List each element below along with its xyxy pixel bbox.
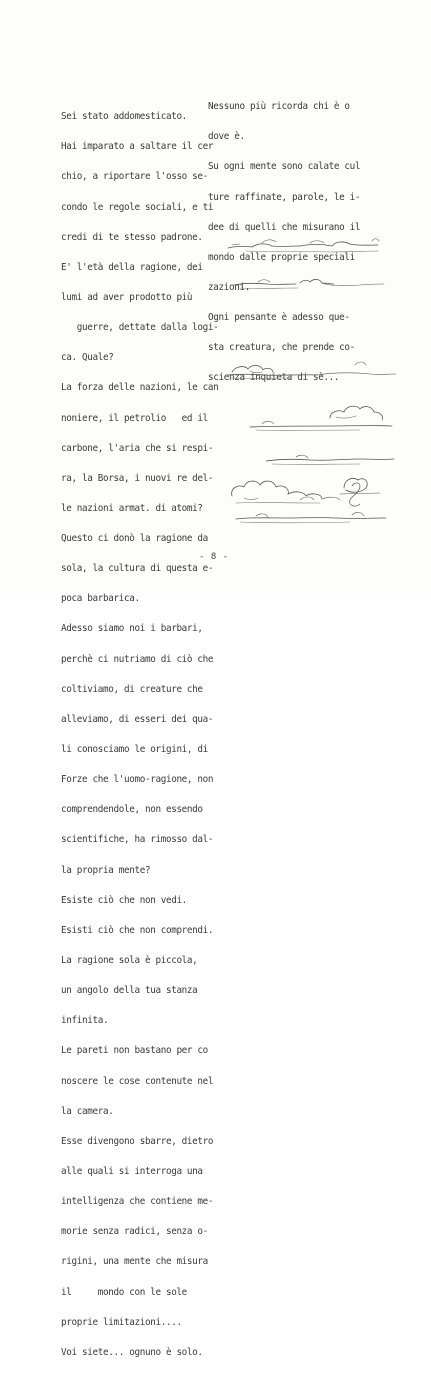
text-line: La forza delle nazioni, le can bbox=[61, 382, 219, 394]
cloud-horizon-sketch-6 bbox=[232, 478, 380, 506]
cloud-sketches-illustration bbox=[0, 0, 431, 600]
text-line: guerre, dettate dalla logi- bbox=[61, 322, 219, 334]
text-line: le nazioni armat. di atomi? bbox=[61, 502, 203, 514]
page-number: - 8 - bbox=[199, 552, 229, 562]
text-line: ca. Quale? bbox=[61, 352, 114, 364]
text-line: la camera. bbox=[61, 1105, 114, 1117]
text-line: Nessuno più ricorda chi è o bbox=[208, 101, 350, 113]
text-line: mondo dalle proprie speciali bbox=[208, 251, 355, 263]
text-line: sola, la cultura di questa e- bbox=[61, 563, 214, 575]
text-line: Esisti ciò che non comprendi. bbox=[61, 924, 214, 936]
text-line: rigini, una mente che misura bbox=[61, 1256, 208, 1268]
text-line: la propria mente? bbox=[61, 864, 151, 876]
text-line: Esiste ciò che non vedi. bbox=[61, 894, 187, 906]
text-line: coltiviamo, di creature che bbox=[61, 683, 203, 695]
text-line: lumi ad aver prodotto più bbox=[61, 291, 193, 303]
text-line: carbone, l'aria che si respi- bbox=[61, 442, 214, 454]
text-line: morie senza radici, senza o- bbox=[61, 1226, 208, 1238]
text-line: scientifiche, ha rimosso dal- bbox=[61, 834, 214, 846]
text-line: chio, a riportare l'osso se- bbox=[61, 171, 208, 183]
cloud-horizon-sketch-2 bbox=[234, 279, 384, 288]
text-line: alle quali si interroga una bbox=[61, 1166, 203, 1178]
text-line: Adesso siamo noi i barbari, bbox=[61, 623, 203, 635]
text-line: E' l'età della ragione, dei bbox=[61, 261, 203, 273]
cloud-horizon-sketch-7 bbox=[236, 512, 386, 522]
text-line: Hai imparato a saltare il cer bbox=[61, 141, 214, 153]
text-line: poca barbarica. bbox=[61, 593, 140, 605]
text-line: Forze che l'uomo-ragione, non bbox=[61, 774, 214, 786]
text-line: un angolo della tua stanza bbox=[61, 985, 198, 997]
text-line: sta creatura, che prende co- bbox=[208, 342, 355, 354]
text-line: dee di quelli che misurano il bbox=[208, 221, 361, 233]
text-line: Ogni pensante è adesso que- bbox=[208, 312, 350, 324]
text-line: Questo ci donò la ragione da bbox=[61, 533, 208, 545]
text-line: alleviamo, di esseri dei qua- bbox=[61, 713, 214, 725]
cloud-horizon-sketch-1 bbox=[228, 239, 379, 252]
text-line: proprie limitazioni.... bbox=[61, 1316, 182, 1328]
text-line: condo le regole sociali, e ti bbox=[61, 201, 214, 213]
text-line: Voi siete... ognuno è solo. bbox=[61, 1346, 203, 1358]
text-line: Sei stato addomesticato. bbox=[61, 111, 187, 123]
text-line: credi di te stesso padrone. bbox=[61, 231, 203, 243]
text-line: li conosciamo le origini, di bbox=[61, 744, 208, 756]
text-line: intelligenza che contiene me- bbox=[61, 1196, 214, 1208]
text-line: zazioni. bbox=[208, 281, 250, 293]
text-line: Le pareti non bastano per co bbox=[61, 1045, 208, 1057]
text-line: La ragione sola è piccola, bbox=[61, 955, 198, 967]
text-line: ture raffinate, parole, le i- bbox=[208, 191, 361, 203]
cloud-horizon-sketch-4 bbox=[250, 406, 392, 430]
text-line: infinita. bbox=[61, 1015, 109, 1027]
text-line: Esse divengono sbarre, dietro bbox=[61, 1135, 214, 1147]
text-line: il mondo con le sole bbox=[61, 1286, 187, 1298]
text-line: noscere le cose contenute nel bbox=[61, 1075, 214, 1087]
text-line: comprendendole, non essendo bbox=[61, 804, 203, 816]
text-line: dove è. bbox=[208, 131, 245, 143]
text-line: Su ogni mente sono calate cul bbox=[208, 161, 361, 173]
text-line: ra, la Borsa, i nuovi re del- bbox=[61, 472, 214, 484]
text-line: perchè ci nutriamo di ciò che bbox=[61, 653, 214, 665]
cloud-horizon-sketch-3 bbox=[226, 362, 396, 378]
cloud-horizon-sketch-5 bbox=[266, 455, 394, 464]
text-line: scienza inquieta di sè... bbox=[208, 372, 340, 384]
text-line: noniere, il petrolio ed il bbox=[61, 412, 208, 424]
